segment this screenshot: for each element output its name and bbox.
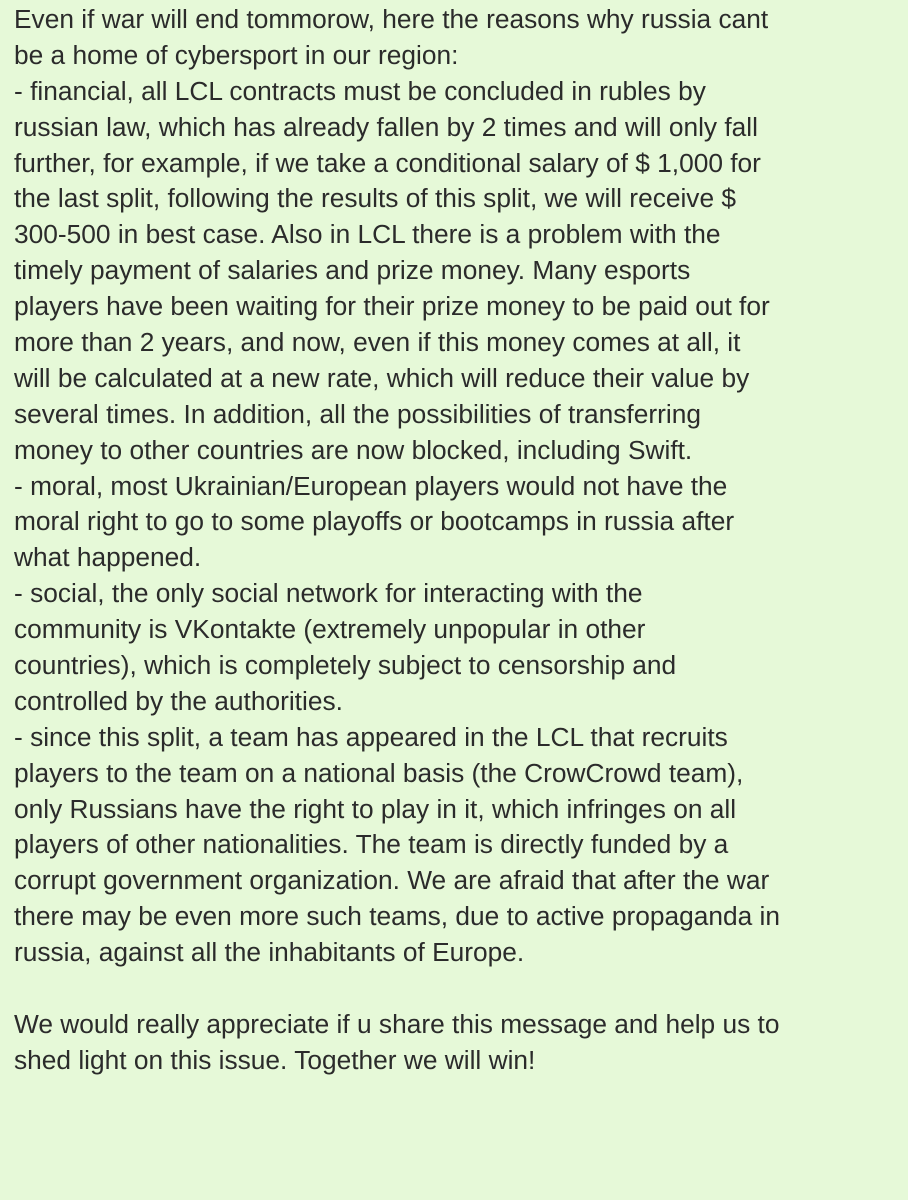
message-line: moral right to go to some playoffs or bootcamps in russia after: [14, 506, 735, 537]
message-line: russian law, which has already fallen by 2 times and will only fall: [14, 111, 758, 142]
message-line: there may be even more such teams, due to active propaganda in: [14, 901, 780, 932]
message-line: only Russians have the right to play in it, which infringes on all: [14, 793, 737, 824]
message-line: timely payment of salaries and prize money. Many esports: [14, 255, 691, 286]
message-line: several times. In addition, all the possibilities of transferring: [14, 398, 701, 429]
message-line: players of other nationalities. The team is directly funded by a: [14, 829, 729, 860]
message-line: players to the team on a national basis (the CrowCrowd team),: [14, 757, 744, 788]
message-line: - financial, all LCL contracts must be concluded in rubles by: [14, 75, 706, 106]
message-line: Even if war will end tommorow, here the reasons why russia cant: [14, 4, 769, 34]
message-line: shed light on this issue. Together we will win!: [14, 1044, 536, 1075]
message-line: be a home of cybersport in our region:: [14, 39, 459, 70]
message-line: more than 2 years, and now, even if this money comes at all, it: [14, 327, 741, 358]
message-line: further, for example, if we take a conditional salary of $ 1,000 for: [14, 147, 761, 178]
message-line: the last split, following the results of this split, we will receive $: [14, 183, 737, 214]
message-line: players have been waiting for their prize money to be paid out for: [14, 291, 770, 322]
message-line: controlled by the authorities.: [14, 685, 343, 716]
message-line: 300-500 in best case. Also in LCL there is a problem with the: [14, 219, 721, 250]
message-blank-line: [14, 971, 898, 1007]
message-line: - since this split, a team has appeared in the LCL that recruits: [14, 721, 728, 752]
message-line: corrupt government organization. We are afraid that after the war: [14, 865, 770, 896]
message-line: - social, the only social network for interacting with the: [14, 578, 643, 609]
message-line: what happened.: [14, 542, 202, 573]
message-line: countries), which is completely subject to censorship and: [14, 650, 677, 681]
message-line: money to other countries are now blocked, including Swift.: [14, 434, 693, 465]
message-line: will be calculated at a new rate, which will reduce their value by: [14, 362, 750, 393]
message-line: russia, against all the inhabitants of Europe.: [14, 937, 525, 968]
message-line: We would really appreciate if u share this message and help us to: [14, 1008, 780, 1039]
message-line: - moral, most Ukrainian/European players would not have the: [14, 470, 728, 501]
message-line: community is VKontakte (extremely unpopular in other: [14, 614, 646, 645]
